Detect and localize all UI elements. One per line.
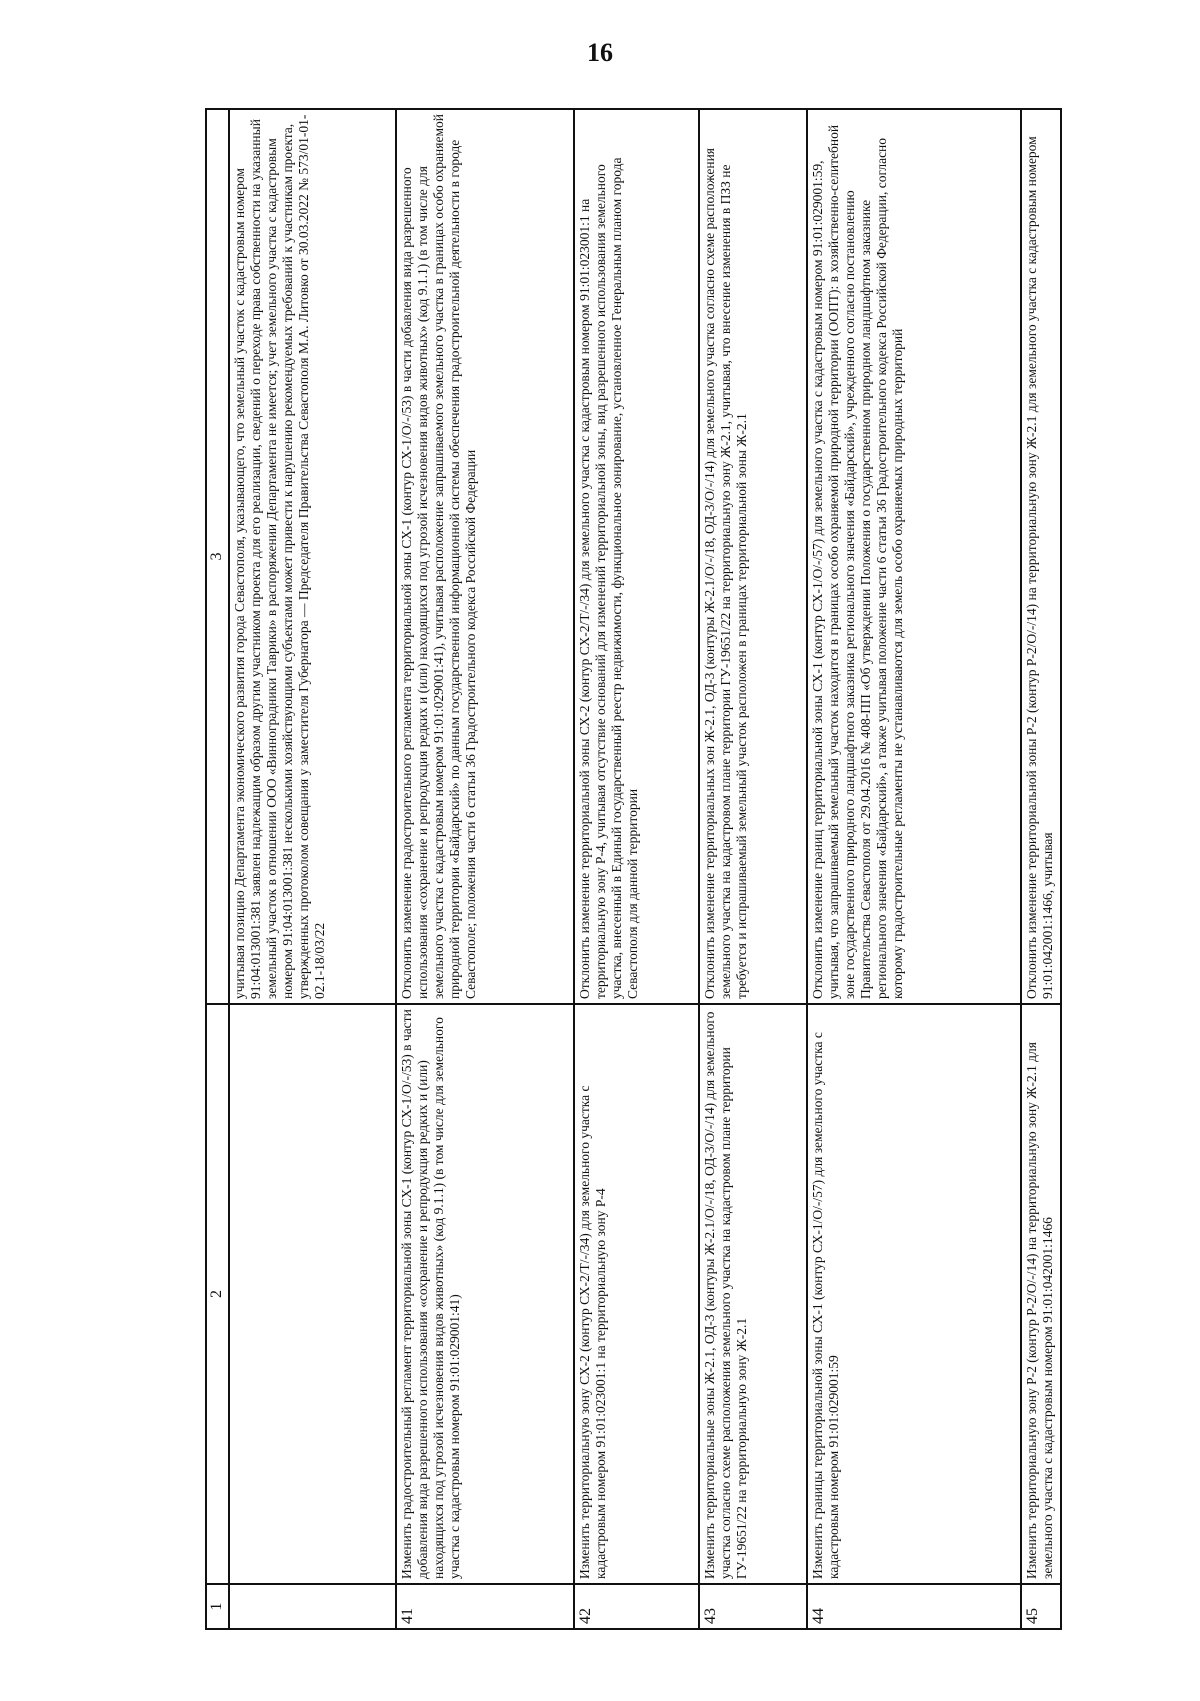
column-header-1: 1 bbox=[206, 1584, 229, 1629]
decision-text: учитывая позицию Департамента экономического развития города Севастополя, указывающего, что земельный участок с кадастровым номером 91:04:013001:381 заявлен надлежащим образом другим участником проекта для его реализации, сведений о переходе права собственности на указанный земельный участок в отношении ООО «Винноградники Таврики» в распоряжении Департамента не имеется; учет земельного участка с кадастровым номером 91:04:013001:381 несколькими хозяйствующими субъектами может привести к нарушению рекомендуемых требований к участникам проекта, утвержденных протоколом совещания у заместителя Губернатора — Председателя Правительства Севастополя М.А. Литовко от 30.03.2022 № 573/01-01-02.1-18/03/22 bbox=[229, 109, 396, 1004]
row-number: 43 bbox=[699, 1584, 807, 1629]
proposed-change: Изменить градостроительный регламент территориальной зоны СХ-1 (контур СХ-1/О/-/53) в части добавления вида разрешенного использования «сохранение и репродукция редких и (или) находящихся под угрозой исчезновения видов животных» (код 9.1.1) (в том числе для земельного участка с кадастровым номером 91:01:029001:41) bbox=[396, 1004, 574, 1584]
decision-text: Отклонить изменение территориальных зон Ж-2.1, ОД-3 (контуры Ж-2.1/О/-/18, ОД-3/О/-/14) для земельного участка согласно схеме расположения земельного участка на кадастровом плане территории ГУ-19651/22 на территориальную зону Ж-2.1, учитывая, что внесение изменения в ПЗЗ не требуется и испрашиваемый земельный участок расположен в границах территориальной зоны Ж-2.1 bbox=[699, 109, 807, 1004]
proposed-change: Изменить территориальную зону СХ-2 (контур СХ-2/Т/-/34) для земельного участка с кадастровым номером 91:01:023001:1 на территориальную зону Р-4 bbox=[574, 1004, 699, 1584]
table-row bbox=[574, 109, 699, 1629]
decisions-table bbox=[205, 108, 1062, 1630]
table-row bbox=[229, 109, 396, 1629]
page-number: 16 bbox=[587, 38, 613, 67]
decision-text: Отклонить изменение градостроительного регламента территориальной зоны СХ-1 (контур СХ-1/О/-/53) в части добавления вида разрешенного использования «сохранение и репродукция редких и (или) находящихся под угрозой исчезновения видов животных» (код 9.1.1) (в том числе для земельного участка с кадастровым номером 91:01:029001:41), учитывая расположение запрашиваемого земельного участка в границах особо охраняемой природной территории «Байдарский» по данным государственной информационной системы обеспечения градостроительной деятельности в городе Севастополе; положения части 6 статьи 36 Градостроительного кодекса Российской Федерации bbox=[396, 109, 574, 1004]
column-header-3: 3 bbox=[206, 109, 229, 1004]
column-header-2: 2 bbox=[206, 1004, 229, 1584]
decision-text: Отклонить изменение территориальной зоны СХ-2 (контур СХ-2/Т/-/34) для земельного участка с кадастровым номером 91:01:023001:1 на территориальную зону Р-4, учитывая отсутствие оснований для изменений территориальной зоны, вид разрешенного использования земельного участка, внесенный в Единый государственный реестр недвижимости, функциональное зонирование, установленное Генеральным планом города Севастополя для данной территории bbox=[574, 109, 699, 1004]
row-number: 44 bbox=[807, 1584, 1021, 1629]
table-header-row bbox=[206, 109, 229, 1629]
row-number bbox=[229, 1584, 396, 1629]
rotated-table-container bbox=[205, 110, 1060, 1630]
decision-text: Отклонить изменение территориальной зоны Р-2 (контур Р-2/О/-/14) на территориальную зону Ж-2.1 для земельного участка с кадастровым номером 91:01:042001:1466, учитывая bbox=[1021, 109, 1061, 1004]
table-row bbox=[699, 109, 807, 1629]
row-number: 45 bbox=[1021, 1584, 1061, 1629]
proposed-change: Изменить территориальные зоны Ж-2.1, ОД-3 (контуры Ж-2.1/О/-/18, ОД-3/О/-/14) для земельного участка согласно схеме расположения земельного участка на кадастровом плане территории ГУ-19651/22 на территориальную зону Ж-2.1 bbox=[699, 1004, 807, 1584]
table-row bbox=[1021, 109, 1061, 1629]
table-row bbox=[396, 109, 574, 1629]
proposed-change: Изменить территориальную зону Р-2 (контур Р-2/О/-/14) на территориальную зону Ж-2.1 для земельного участка с кадастровым номером 91:01:042001:1466 bbox=[1021, 1004, 1061, 1584]
decision-text: Отклонить изменение границ территориальной зоны СХ-1 (контур СХ-1/О/-/57) для земельного участка с кадастровым номером 91:01:029001:59, учитывая, что запрашиваемый земельный участок находится в границах особо охраняемой природной территории (ООПТ): в хозяйственно-селитебной зоне государственного природного ландшафтного заказника регионального значения «Байдарский», учрежденного согласно постановлению Правительства Севастополя от 29.04.2016 № 408-ПП «Об утверждении Положения о государственном природном ландшафтном заказнике регионального значения «Байдарский», а также учитывая положение части 6 статьи 36 Градостроительного кодекса Российской Федерации, согласно которому градостроительные регламенты не устанавливаются для земель особо охраняемых природных территорий bbox=[807, 109, 1021, 1004]
row-number: 42 bbox=[574, 1584, 699, 1629]
proposed-change: Изменить границы территориальной зоны СХ-1 (контур СХ-1/О/-/57) для земельного участка с кадастровым номером 91:01:029001:59 bbox=[807, 1004, 1021, 1584]
row-number: 41 bbox=[396, 1584, 574, 1629]
proposed-change bbox=[229, 1004, 396, 1584]
table-row bbox=[807, 109, 1021, 1629]
